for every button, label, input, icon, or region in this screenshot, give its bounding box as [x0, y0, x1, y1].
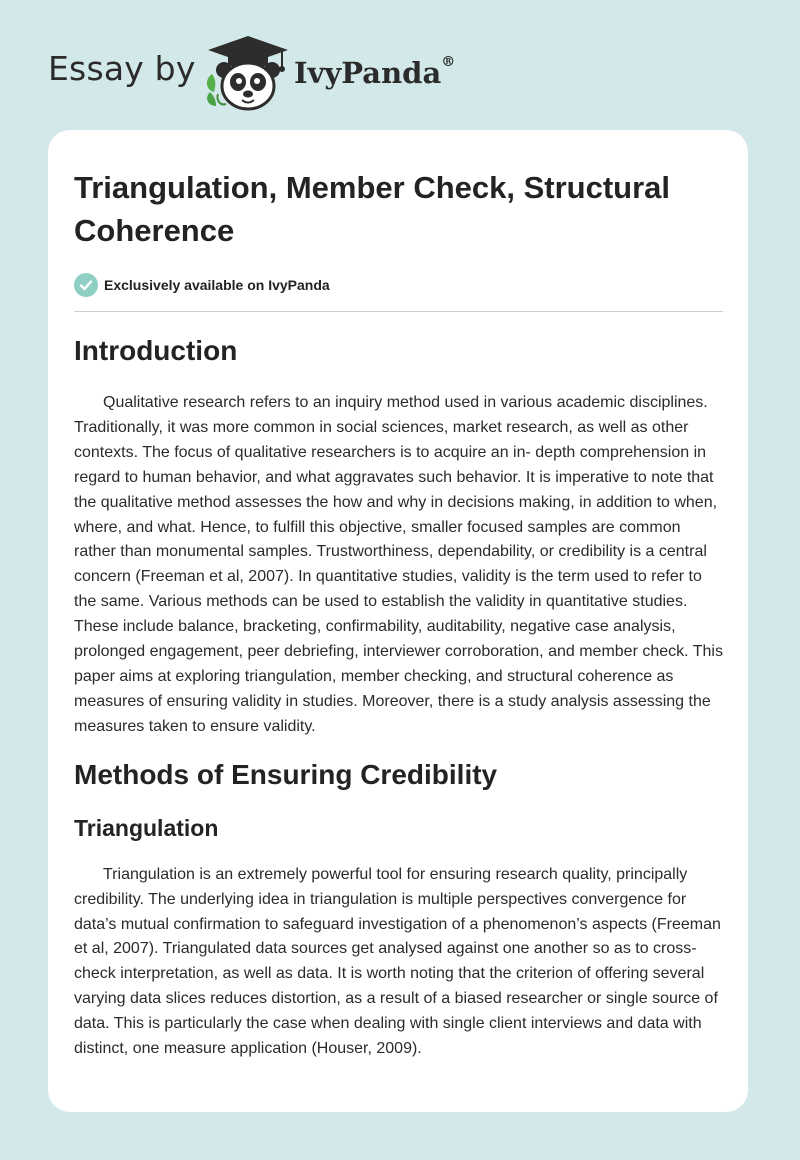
- article-title: Triangulation, Member Check, Structural Coherence: [74, 170, 671, 248]
- essay-by-label: Essay by: [48, 49, 196, 88]
- site-header: [48, 34, 752, 114]
- article-content: [74, 166, 724, 1062]
- heading-triangulation: Triangulation: [74, 814, 219, 841]
- panda-logo-icon[interactable]: [202, 34, 294, 112]
- check-circle-icon: [74, 273, 98, 297]
- exclusive-badge: [74, 272, 724, 298]
- triangulation-paragraph: Triangulation is an extremely powerful tool for ensuring research quality, principally credibility. The underlying idea in triangulation is multiple perspectives convergence for data’s mutual confirmation to safeguard investigation of a phenomenon’s aspects (Freeman et al, 2007). Triangulated data sources get analysed against one another so as to cross- check interpretation, as well as data. It is worth noting that the criterion of offering several varying data slices reduces distortion, as a result of a biased researcher or single source of data. This is particularly the case when dealing with single client interviews and data with distinct, one measure application (Houser, 2009).: [74, 865, 721, 1058]
- brand-name[interactable]: IvyPanda®: [294, 54, 456, 90]
- exclusive-label: Exclusively available on IvyPanda: [104, 277, 330, 293]
- intro-paragraph: Qualitative research refers to an inquiry method used in various academic disciplines. Traditionally, it was more common in social sciences, market research, as well as other contexts. The focus of qualitative researchers is to acquire an in- depth comprehension in regard to human behavior, and what aggravates such behavior. It is imperative to note that the qualitative method assesses the how and why in decisions making, in addition to when, where, and what. Hence, to fulfill this objective, smaller focused samples are common rather than monumental samples. Trustworthiness, dependability, or credibility is a central concern (Freeman et al, 2007). In quantitative studies, validity is the term used to refer to the same. Various methods can be used to establish the validity in quantitative studies. These include balance, bracketing, confirmability, auditability, negative case analysis, prolonged engagement, peer debriefing, interviewer corroboration, and member check. This paper aims at exploring triangulation, member checking, and structural coherence as measures of ensuring validity in studies. Moreover, there is a study analysis assessing the measures taken to ensure validity.: [74, 394, 723, 735]
- title-divider: [74, 311, 723, 312]
- article-card: [48, 130, 748, 1112]
- heading-methods: Methods of Ensuring Credibility: [74, 758, 498, 790]
- heading-introduction: Introduction: [74, 335, 238, 366]
